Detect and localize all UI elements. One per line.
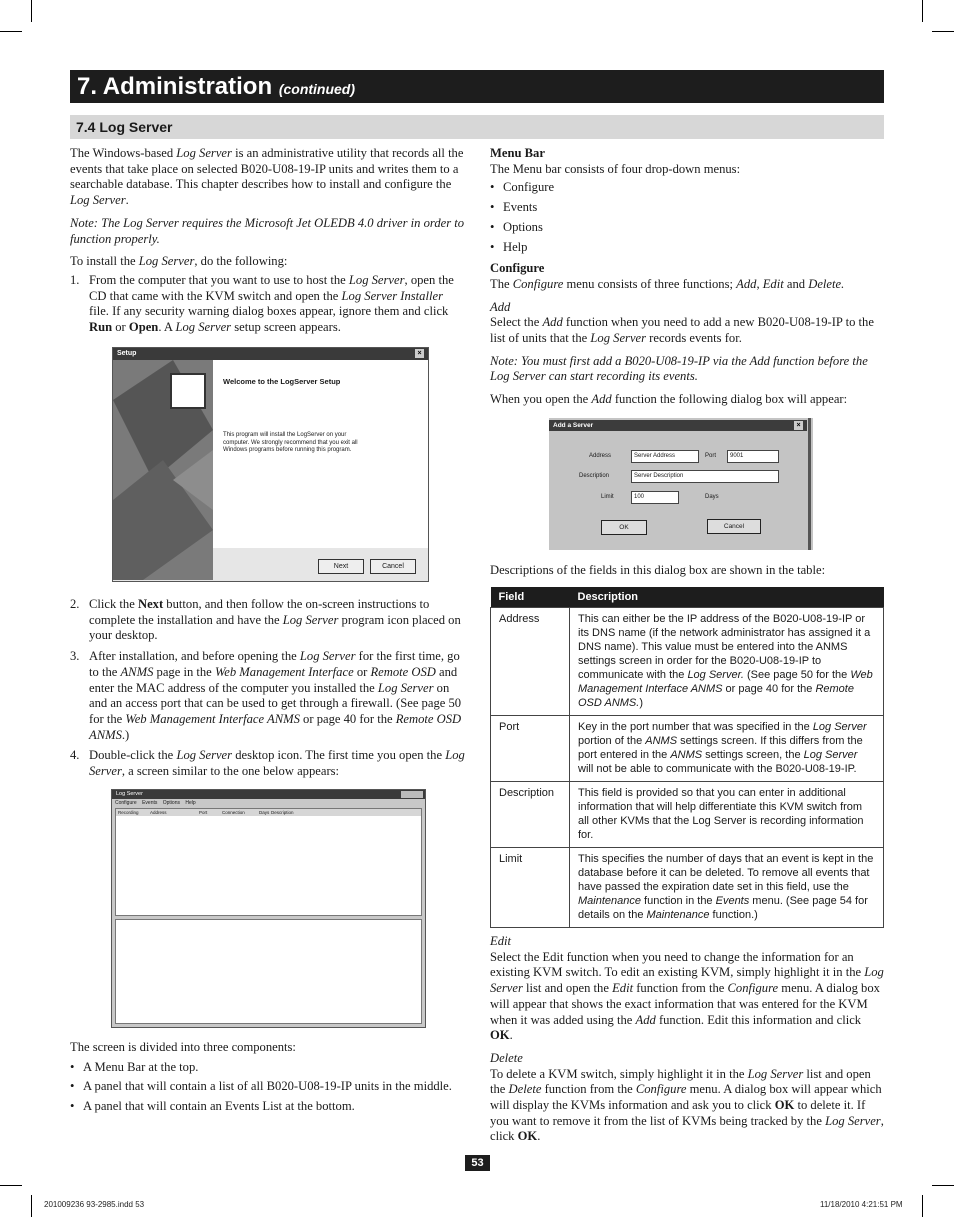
step-3: 3. After installation, and before opening the Log Server for the first time, go to the ANMS page in the Web Management Interface or Remote OSD and enter the MAC address of the computer you installed the Log Server on and an access port that can be used to get through a firewall. (See page 50 for the Web Management Interface ANMS or page 40 for the Remote OSD ANMS.) (70, 649, 462, 742)
column-days[interactable]: Days (259, 810, 270, 815)
edit-block: Edit Select the Edit function when you need to change the information for an existing KVM switch. To edit an existing KVM, simply highlight it in the Log Server list and open the Edit function from the Configure menu. A dialog box will appear that shows the exact information that was entered for the KVM when it was added using the Add function. Edit this information and click OK. (490, 934, 884, 1043)
window-controls-icon[interactable] (401, 791, 423, 798)
table-intro (490, 563, 884, 586)
table-row (491, 848, 884, 928)
next-button[interactable]: Next (318, 559, 364, 574)
description-cell: Key in the port number that was specified in the Log Server portion of the ANMS settings screen. If this differs from the port entered in the ANMS settings screen, the Log Server will not be able to communicate with the B020-U08-19-IP. (570, 716, 884, 782)
component-item: • A Menu Bar at the top. (70, 1060, 466, 1076)
configure-heading: Configure (490, 261, 545, 276)
configure-block: Configure The Configure menu consists of three functions; Add, Edit and Delete. (490, 261, 845, 291)
crop-mark (932, 31, 954, 32)
logserver-titlebar (112, 790, 425, 799)
crop-mark (31, 0, 32, 22)
address-label: Address (589, 453, 612, 459)
close-icon[interactable]: × (794, 421, 803, 430)
chapter-title: 7. Administration (77, 73, 273, 100)
crop-mark (922, 0, 923, 22)
header-description: Description (570, 587, 884, 608)
desc-text: Descriptions of the fields in this dialog box are shown in the table: (490, 563, 826, 577)
port-input[interactable]: 9001 (727, 450, 779, 463)
days-label: Days (705, 494, 719, 500)
setup-title: Setup (117, 350, 137, 357)
cancel-button[interactable]: Cancel (370, 559, 416, 574)
add-server-screenshot (549, 418, 813, 550)
limit-label: Limit (601, 494, 614, 500)
address-input[interactable]: Server Address (631, 450, 699, 463)
crop-mark (932, 1185, 954, 1186)
section-title: 7.4 Log Server (76, 119, 173, 135)
logserver-title: Log Server (116, 791, 143, 797)
setup-titlebar (113, 348, 428, 360)
fields-table (490, 587, 884, 928)
intro-paragraph: The Windows-based Log Server is an administrative utility that records all the events that take place on selected B020-U08-19-IP units and writes them to a searchable database. This chapter describes how to install and configure the Log Server. (70, 146, 464, 208)
menu-list-item: • Events (490, 200, 884, 216)
description-cell: This can either be the IP address of the B020-U08-19-IP or its DNS name (if the network administrator has assigned it a DNS name). This value must be entered into the ANMS settings screen in order for the B020-U08-19-IP to communicate with the Log Server. (See page 50 for the Web Management Interface ANMS or page 40 for the Remote OSD ANMS.) (570, 608, 884, 716)
ok-button[interactable]: OK (601, 520, 647, 535)
footer-date: 11/18/2010 4:21:51 PM (820, 1200, 903, 1209)
install-intro: To install the Log Server, do the following: (70, 254, 288, 269)
description-input[interactable]: Server Description (631, 470, 779, 483)
limit-input[interactable]: 100 (631, 491, 679, 504)
delete-block: Delete To delete a KVM switch, simply highlight it in the Log Server list and open the Delete function from the Configure menu. A dialog box will appear which will display the KVMs information and ask you to click OK to delete it. If you want to remove it from the list of KVMs being tracked by the Log Server, click OK. (490, 1050, 884, 1144)
step-1: 1. From the computer that you want to use to host the Log Server, open the CD that came with the KVM switch and open the Log Server Installer file. If any security warning dialog boxes appear, ignore them and click Run or Open. A Log Server setup screen appears. (70, 272, 454, 335)
chapter-continued: (continued) (278, 81, 356, 97)
field-cell: Description (491, 782, 570, 848)
menu-configure[interactable]: Configure (115, 800, 137, 806)
logserver-screenshot (111, 789, 426, 1028)
close-icon[interactable]: × (415, 349, 424, 358)
install-steps (70, 273, 466, 336)
setup-screenshot (112, 347, 429, 582)
add-heading: Add (490, 299, 511, 314)
logserver-menubar (115, 799, 196, 807)
left-column-bottom (70, 1040, 466, 1121)
description-cell: This specifies the number of days that an event is kept in the database before it can be deleted. To remove all events that have passed the expiration date set in this field, use the Maintenance function in the Events menu. (See page 54 for details on the Maintenance function.) (570, 848, 884, 928)
left-column (70, 146, 466, 336)
menu-list-item: • Configure (490, 180, 884, 196)
description-cell: This field is provided so that you can enter in additional information that will help differentiate this KVM switch from all other KVMs that the Log Server is recording information for. (570, 782, 884, 848)
right-column (490, 146, 884, 415)
footer-file: 201009236 93-2985.indd 53 (44, 1200, 145, 1209)
menu-list-item: • Help (490, 240, 884, 256)
setup-body-text: This program will install the LogServer on your computer. We strongly recommend that you exit all Windows programs before running this program. (223, 432, 358, 453)
description-label: Description (579, 473, 610, 479)
column-address[interactable]: Address (150, 810, 167, 815)
open-add-text: When you open the Add function the following dialog box will appear: (490, 392, 848, 407)
field-cell: Port (491, 716, 570, 782)
page-number: 53 (465, 1155, 490, 1171)
menu-list-item: • Options (490, 220, 884, 236)
chapter-header (70, 70, 884, 103)
table-row (491, 716, 884, 782)
menus-list (490, 180, 884, 255)
unit-list-panel[interactable] (115, 808, 422, 916)
table-row (491, 782, 884, 848)
column-connection[interactable]: Connection (222, 810, 245, 815)
add-block: Add Select the Add function when you need to add a new B020-U08-19-IP to the list of units that the Log Server records events for. (490, 299, 874, 346)
crop-mark (0, 31, 22, 32)
setup-install-icon (170, 373, 206, 409)
crop-mark (31, 1195, 32, 1217)
delete-heading: Delete (490, 1050, 523, 1065)
component-item: • A panel that will contain a list of all B020-U08-19-IP units in the middle. (70, 1079, 466, 1095)
install-steps-continued (70, 597, 466, 780)
driver-note: Note: The Log Server requires the Microsoft Jet OLEDB 4.0 driver in order to function properly. (70, 215, 465, 246)
unit-list-header (116, 809, 421, 816)
field-cell: Address (491, 608, 570, 716)
menubar-heading: Menu Bar (490, 146, 545, 160)
menu-options[interactable]: Options (162, 800, 180, 806)
step-4: 4. Double-click the Log Server desktop icon. The first time you open the Log Server, a screen similar to the one below appears: (70, 748, 465, 779)
menu-help[interactable]: Help (185, 800, 196, 806)
crop-mark (922, 1195, 923, 1217)
crop-mark (0, 1185, 22, 1186)
components-list (70, 1060, 466, 1115)
field-cell: Limit (491, 848, 570, 928)
table-header-row (491, 587, 884, 608)
step-2: 2. Click the Next button, and then follow the on-screen instructions to complete the installation and have the Log Server program icon placed on your desktop. (70, 597, 461, 643)
section-header (70, 115, 884, 139)
right-column-bottom (490, 934, 884, 1152)
add-note: Note: You must first add a B020-U08-19-IP via the Add function before the Log Server can start recording its events. (490, 353, 868, 384)
column-port[interactable]: Port (199, 810, 208, 815)
add-dialog-title: Add a Server (553, 422, 594, 429)
menubar-block: Menu Bar The Menu bar consists of four drop-down menus: (490, 146, 741, 176)
column-description[interactable]: Description (271, 810, 294, 815)
edit-heading: Edit (490, 934, 511, 948)
table-row (491, 608, 884, 716)
divided-text: The screen is divided into three components: (70, 1040, 296, 1054)
column-recording[interactable]: Recording (118, 810, 139, 815)
cancel-button[interactable]: Cancel (707, 519, 761, 534)
setup-welcome: Welcome to the LogServer Setup (223, 377, 341, 386)
header-field: Field (491, 587, 570, 608)
port-label: Port (705, 453, 717, 459)
add-dialog-titlebar (549, 420, 807, 431)
add-dialog-edge (808, 418, 811, 550)
menu-events[interactable]: Events (142, 800, 158, 806)
events-list-panel[interactable] (115, 919, 422, 1024)
component-item: • A panel that will contain an Events List at the bottom. (70, 1099, 466, 1115)
left-column-steps (70, 597, 466, 780)
